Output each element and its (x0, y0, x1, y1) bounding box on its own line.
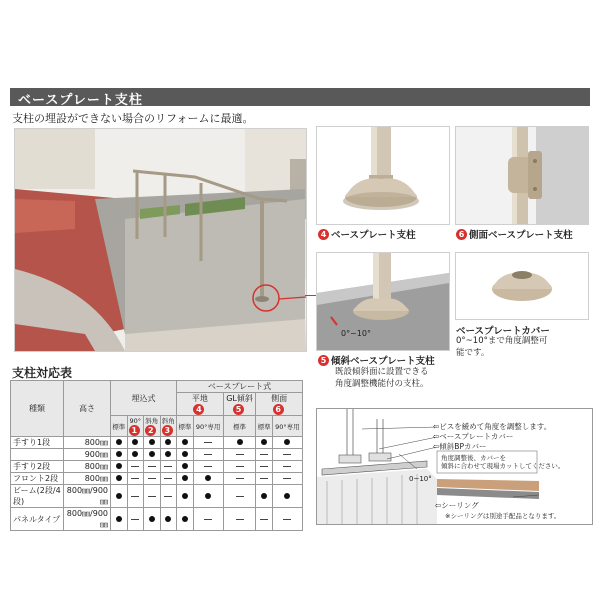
slope-plate-image (317, 253, 449, 350)
available-mark (111, 473, 128, 485)
header-gl-label: GL傾斜 (226, 394, 253, 403)
unavailable-mark (127, 461, 144, 473)
table-row (11, 437, 303, 449)
note-line: 0°~10°まで角度調整可 (456, 336, 548, 346)
unavailable-mark (223, 473, 256, 485)
row-height: 800㎜ (64, 437, 111, 449)
dot-icon (116, 475, 122, 481)
header-height: 高さ (64, 381, 111, 437)
dash-icon (131, 478, 139, 479)
dot-icon (284, 439, 290, 445)
badge-number-5: 5 (318, 355, 329, 366)
dot-icon (182, 475, 188, 481)
dash-icon (164, 478, 172, 479)
column-header-label: 標準 (257, 422, 271, 431)
header-side (256, 393, 303, 416)
unavailable-mark (256, 473, 273, 485)
table-row (11, 473, 303, 485)
available-mark (177, 437, 194, 449)
compatibility-table (10, 380, 303, 531)
unavailable-mark (256, 449, 273, 461)
available-mark (223, 437, 256, 449)
available-mark (144, 508, 161, 531)
caption-side-base-plate (456, 227, 573, 241)
unavailable-mark (193, 461, 223, 473)
dot-icon (182, 439, 188, 445)
side-plate-image (456, 127, 588, 224)
diagram-label-cover: ⇦ベースプレートカバー (433, 432, 514, 441)
unavailable-mark (223, 508, 256, 531)
dot-icon (149, 439, 155, 445)
dot-icon (182, 451, 188, 457)
header-base-plate: ベースプレート式 (177, 381, 303, 393)
column-header-label: 標準 (178, 422, 192, 431)
dot-icon (116, 439, 122, 445)
row-height: 800㎜ (64, 473, 111, 485)
caption-base-plate (318, 227, 416, 241)
dash-icon (236, 478, 244, 479)
table-row (11, 461, 303, 473)
unavailable-mark (160, 473, 177, 485)
note-base-plate-cover (456, 335, 547, 359)
dash-icon (236, 466, 244, 467)
dash-icon (164, 466, 172, 467)
caption-base-plate-cover: ベースプレートカバー (456, 326, 550, 337)
available-mark (160, 437, 177, 449)
dot-icon (261, 439, 267, 445)
column-header-label: 90°専用 (275, 422, 300, 431)
available-mark (111, 485, 128, 508)
available-mark (193, 473, 223, 485)
unavailable-mark (144, 461, 161, 473)
dot-icon (182, 516, 188, 522)
label-text: ベースプレートカバー (439, 432, 514, 441)
dot-icon (165, 451, 171, 457)
dot-icon (149, 451, 155, 457)
badge-number-6: 6 (273, 404, 284, 415)
dot-icon (132, 439, 138, 445)
available-mark (177, 508, 194, 531)
column-header (272, 416, 302, 437)
column-header (111, 416, 128, 437)
unavailable-mark (256, 461, 273, 473)
column-number-badge: 1 (129, 425, 140, 436)
caption-slope-base-plate (318, 353, 435, 367)
dot-icon (182, 463, 188, 469)
column-header-label: 斜角 (145, 417, 159, 425)
header-buried: 埋込式 (111, 381, 177, 416)
unavailable-mark (223, 485, 256, 508)
diagram-sealing-label: ⇦シーリング (435, 501, 479, 510)
unavailable-mark (193, 437, 223, 449)
installation-diagram (316, 408, 593, 525)
available-mark (177, 449, 194, 461)
unavailable-mark (223, 461, 256, 473)
unavailable-mark (272, 508, 302, 531)
dash-icon (236, 454, 244, 455)
dash-icon (260, 478, 268, 479)
diagram-label-screw: ⇦ビスを緩めて角度を調整します。 (433, 422, 552, 431)
dot-icon (116, 493, 122, 499)
row-kind: 手すり1段 (11, 437, 64, 449)
column-header-label: 標準 (112, 422, 126, 431)
unavailable-mark (193, 449, 223, 461)
dot-icon (116, 463, 122, 469)
unavailable-mark (256, 508, 273, 531)
diagram-angle: 0~10° (409, 475, 432, 483)
row-height: 800㎜/900㎜ (64, 485, 111, 508)
available-mark (272, 485, 302, 508)
dash-icon (131, 466, 139, 467)
dash-icon (260, 454, 268, 455)
column-header (193, 416, 223, 437)
diagram-inner-note (441, 454, 564, 470)
available-mark (127, 449, 144, 461)
available-mark (177, 461, 194, 473)
dot-icon (165, 439, 171, 445)
label-text: シーリング (441, 501, 479, 510)
available-mark (177, 473, 194, 485)
column-number-badge: 2 (145, 425, 156, 436)
cover-image (456, 253, 588, 319)
caption-text: ベースプレート支柱 (331, 230, 416, 241)
column-header (144, 416, 161, 437)
unavailable-mark (127, 508, 144, 531)
photo-side-base-plate (455, 126, 589, 225)
available-mark (272, 437, 302, 449)
table-body (11, 437, 303, 531)
dot-icon (284, 493, 290, 499)
available-mark (256, 437, 273, 449)
note-line: 既設傾斜面に設置できる (335, 367, 429, 377)
unavailable-mark (272, 449, 302, 461)
column-header (256, 416, 273, 437)
available-mark (256, 485, 273, 508)
section-subtitle: 支柱の埋設ができない場合のリフォームに最適。 (12, 112, 254, 125)
column-header-label: 90°専用 (195, 422, 221, 431)
column-number-badge: 3 (162, 425, 173, 436)
header-flat (177, 393, 224, 416)
available-mark (144, 449, 161, 461)
dot-icon (116, 451, 122, 457)
dash-icon (236, 519, 244, 520)
dash-icon (260, 466, 268, 467)
diagram-label-slope-cover: ⇦傾斜BPカバー (433, 442, 487, 451)
dot-icon (132, 451, 138, 457)
installation-photo (14, 128, 307, 352)
unavailable-mark (160, 485, 177, 508)
row-kind: パネルタイプ (11, 508, 64, 531)
available-mark (160, 449, 177, 461)
column-header (223, 416, 256, 437)
photo-slope-base-plate (316, 252, 450, 351)
available-mark (111, 437, 128, 449)
unavailable-mark (127, 485, 144, 508)
dash-icon (131, 519, 139, 520)
column-header (177, 416, 194, 437)
dash-icon (260, 519, 268, 520)
row-kind: 手すり2段 (11, 461, 64, 473)
note-line: 角度調整機能付の支柱。 (335, 379, 429, 389)
column-header (127, 416, 144, 437)
installation-scene (15, 129, 306, 351)
dash-icon (283, 466, 291, 467)
dash-icon (131, 496, 139, 497)
label-text: ビスを緩めて角度を調整します。 (439, 422, 552, 431)
unavailable-mark (144, 473, 161, 485)
row-kind: ビーム(2段/4段) (11, 485, 64, 508)
row-height: 800㎜ (64, 461, 111, 473)
dot-icon (149, 516, 155, 522)
dot-icon (116, 516, 122, 522)
dash-icon (204, 454, 212, 455)
dash-icon (283, 478, 291, 479)
slope-angle-label: 0°~10° (341, 329, 371, 338)
header-gl (223, 393, 256, 416)
row-height: 900㎜ (64, 449, 111, 461)
badge-number-4: 4 (193, 404, 204, 415)
unavailable-mark (272, 473, 302, 485)
dot-icon (205, 493, 211, 499)
badge-number-5: 5 (233, 404, 244, 415)
photo-base-plate (316, 126, 450, 225)
available-mark (144, 437, 161, 449)
dash-icon (204, 442, 212, 443)
dash-icon (204, 519, 212, 520)
header-side-label: 側面 (271, 394, 288, 403)
available-mark (111, 449, 128, 461)
unavailable-mark (127, 473, 144, 485)
column-header (160, 416, 177, 437)
column-header-label: 斜角 (161, 417, 175, 425)
dot-icon (261, 493, 267, 499)
photo-base-plate-cover (455, 252, 589, 320)
note-line: 傾斜に合わせて現場カットしてください。 (441, 462, 565, 470)
caption-text: 側面ベースプレート支柱 (469, 230, 573, 241)
table-row (11, 449, 303, 461)
unavailable-mark (193, 508, 223, 531)
column-header-label: 標準 (233, 422, 247, 431)
row-kind (11, 449, 64, 461)
unavailable-mark (272, 461, 302, 473)
dot-icon (205, 475, 211, 481)
available-mark (111, 461, 128, 473)
available-mark (193, 485, 223, 508)
table-row (11, 508, 303, 531)
note-line: 能です。 (456, 348, 490, 358)
badge-number-4: 4 (318, 229, 329, 240)
dash-icon (204, 466, 212, 467)
dot-icon (237, 439, 243, 445)
table-title: 支柱対応表 (12, 366, 73, 380)
section-title: ベースプレート支柱 (18, 93, 143, 108)
available-mark (160, 508, 177, 531)
dot-icon (165, 516, 171, 522)
unavailable-mark (223, 449, 256, 461)
dash-icon (148, 466, 156, 467)
row-height: 800㎜/900㎜ (64, 508, 111, 531)
unavailable-mark (144, 485, 161, 508)
note-line: 角度調整後、カバーを (441, 454, 506, 462)
dot-icon (182, 493, 188, 499)
available-mark (111, 508, 128, 531)
note-slope-base-plate (335, 366, 429, 390)
table-row (11, 485, 303, 508)
base-plate-image (317, 127, 449, 224)
dash-icon (164, 496, 172, 497)
unavailable-mark (160, 461, 177, 473)
column-header-label: 90° (129, 417, 142, 425)
label-text: 傾斜BPカバー (439, 442, 487, 451)
caption-text: 傾斜ベースプレート支柱 (331, 356, 435, 367)
badge-number-6: 6 (456, 229, 467, 240)
available-mark (127, 437, 144, 449)
dash-icon (148, 478, 156, 479)
header-flat-label: 平地 (191, 394, 208, 403)
section-header (10, 88, 590, 106)
row-kind: フロント2段 (11, 473, 64, 485)
dash-icon (148, 496, 156, 497)
dash-icon (283, 454, 291, 455)
dash-icon (283, 519, 291, 520)
dash-icon (236, 496, 244, 497)
header-kind: 種類 (11, 381, 64, 437)
available-mark (177, 485, 194, 508)
diagram-sealing-note: ※シーリングは別途手配品となります。 (445, 512, 561, 520)
